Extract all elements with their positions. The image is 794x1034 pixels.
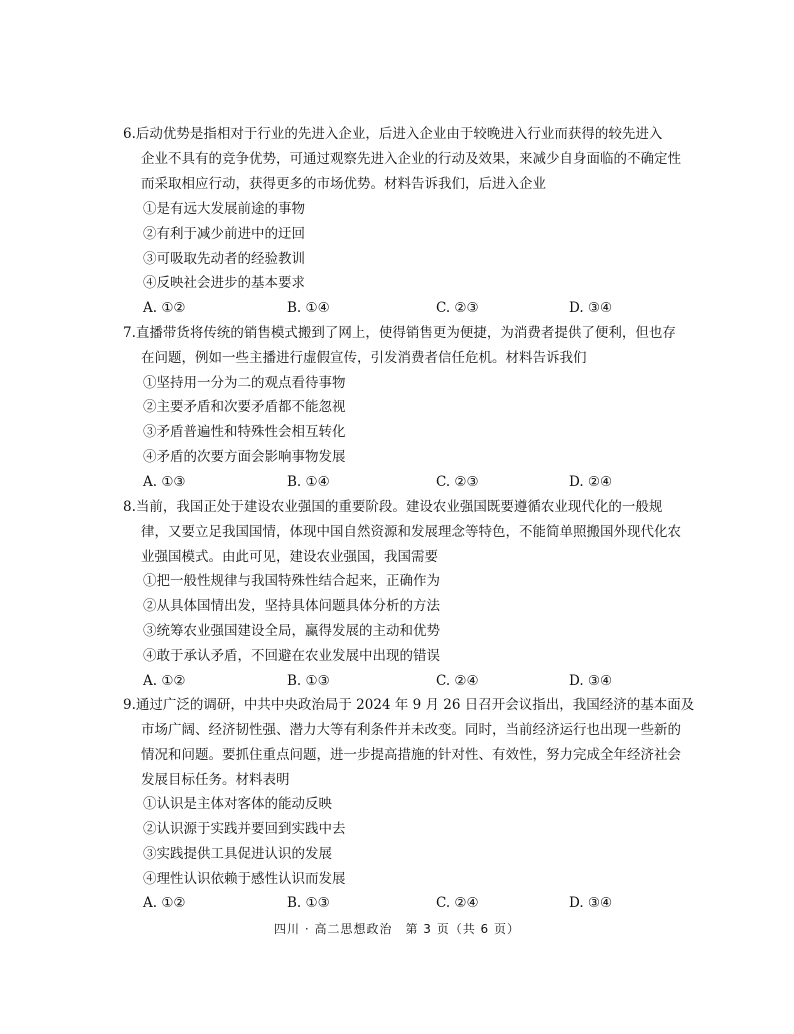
question-7-option-1: ①坚持用一分为二的观点看待事物 — [143, 375, 346, 391]
question-6-stem-line-1: 6.后动优势是指相对于行业的先进入企业，后进入企业由于较晚进入行业而获得的较先进入 — [123, 126, 663, 142]
question-8-option-3: ③统筹农业强国建设全局，赢得发展的主动和优势 — [143, 623, 440, 639]
question-9-choice-d[interactable]: D. ③④ — [569, 895, 613, 911]
question-6-choice-b[interactable]: B. ①④ — [287, 300, 330, 316]
question-9-option-1: ①认识是主体对客体的能动反映 — [143, 796, 332, 812]
question-7-option-3: ③矛盾普遍性和特殊性会相互转化 — [143, 424, 346, 440]
question-6-stem-line-3: 而采取相应行动，获得更多的市场优势。材料告诉我们，后进入企业 — [141, 176, 546, 192]
question-9-option-3: ③实践提供工具促进认识的发展 — [143, 846, 332, 862]
question-8-choice-a[interactable]: A. ①② — [143, 673, 186, 689]
question-7-choice-a[interactable]: A. ①③ — [143, 474, 186, 490]
question-9-choice-b[interactable]: B. ①③ — [287, 895, 330, 911]
question-7-option-4: ④矛盾的次要方面会影响事物发展 — [143, 449, 346, 465]
question-8-stem-line-1: 8.当前，我国正处于建设农业强国的重要阶段。建设农业强国既要遵循农业现代化的一般规 — [123, 499, 663, 515]
question-8-choice-b[interactable]: B. ①③ — [287, 673, 330, 689]
question-8-choice-d[interactable]: D. ③④ — [569, 673, 613, 689]
question-9-stem-line-4: 发展目标任务。材料表明 — [141, 772, 290, 788]
question-9-choice-a[interactable]: A. ①② — [143, 895, 186, 911]
question-8-stem-line-2: 律，又要立足我国国情，体现中国自然资源和发展理念等特色，不能简单照搬国外现代化农 — [141, 524, 681, 540]
question-7-choice-c[interactable]: C. ②③ — [436, 474, 479, 490]
question-6-stem-line-2: 企业不具有的竞争优势，可通过观察先进入企业的行动及效果，来减少自身面临的不确定性 — [141, 151, 681, 167]
question-7-stem-line-2: 在问题，例如一些主播进行虚假宣传，引发消费者信任危机。材料告诉我们 — [141, 350, 587, 366]
question-7-choice-d[interactable]: D. ②④ — [569, 474, 613, 490]
question-8-choice-c[interactable]: C. ②④ — [436, 673, 479, 689]
question-6-option-3: ③可吸取先动者的经验教训 — [143, 251, 305, 267]
question-6-choice-c[interactable]: C. ②③ — [436, 300, 479, 316]
question-6-choice-a[interactable]: A. ①② — [143, 300, 186, 316]
question-7-choice-b[interactable]: B. ①④ — [287, 474, 330, 490]
question-8-stem-line-3: 业强国模式。由此可见，建设农业强国，我国需要 — [141, 549, 438, 565]
question-9-option-2: ②认识源于实践并要回到实践中去 — [143, 821, 346, 837]
question-6-choice-d[interactable]: D. ③④ — [569, 300, 613, 316]
question-9-stem-line-3: 情况和问题。要抓住重点问题，进一步提高措施的针对性、有效性，努力完成全年经济社会 — [141, 747, 681, 763]
question-9-stem-line-2: 市场广阔、经济韧性强、潜力大等有利条件并未改变。同时，当前经济运行也出现一些新的 — [141, 722, 681, 738]
question-9-option-4: ④理性认识依赖于感性认识而发展 — [143, 871, 346, 887]
question-6-option-2: ②有利于减少前进中的迂回 — [143, 226, 305, 242]
question-8-option-4: ④敢于承认矛盾，不回避在农业发展中出现的错误 — [143, 648, 440, 664]
page-footer: 四川 · 高二思想政治 第 3 页（共 6 页） — [274, 922, 520, 936]
question-7-stem-line-1: 7.直播带货将传统的销售模式搬到了网上，使得销售更为便捷，为消费者提供了便利，但也存 — [123, 325, 676, 341]
question-6-option-1: ①是有远大发展前途的事物 — [143, 201, 305, 217]
question-6-option-4: ④反映社会进步的基本要求 — [143, 275, 305, 291]
question-8-option-2: ②从具体国情出发，坚持具体问题具体分析的方法 — [143, 598, 440, 614]
question-8-option-1: ①把一般性规律与我国特殊性结合起来，正确作为 — [143, 573, 440, 589]
question-9-choice-c[interactable]: C. ②④ — [436, 895, 479, 911]
question-9-stem-line-1: 9.通过广泛的调研，中共中央政治局于 2024 年 9 月 26 日召开会议指出，我国经济的基本面及 — [123, 697, 695, 713]
question-7-option-2: ②主要矛盾和次要矛盾都不能忽视 — [143, 399, 346, 415]
